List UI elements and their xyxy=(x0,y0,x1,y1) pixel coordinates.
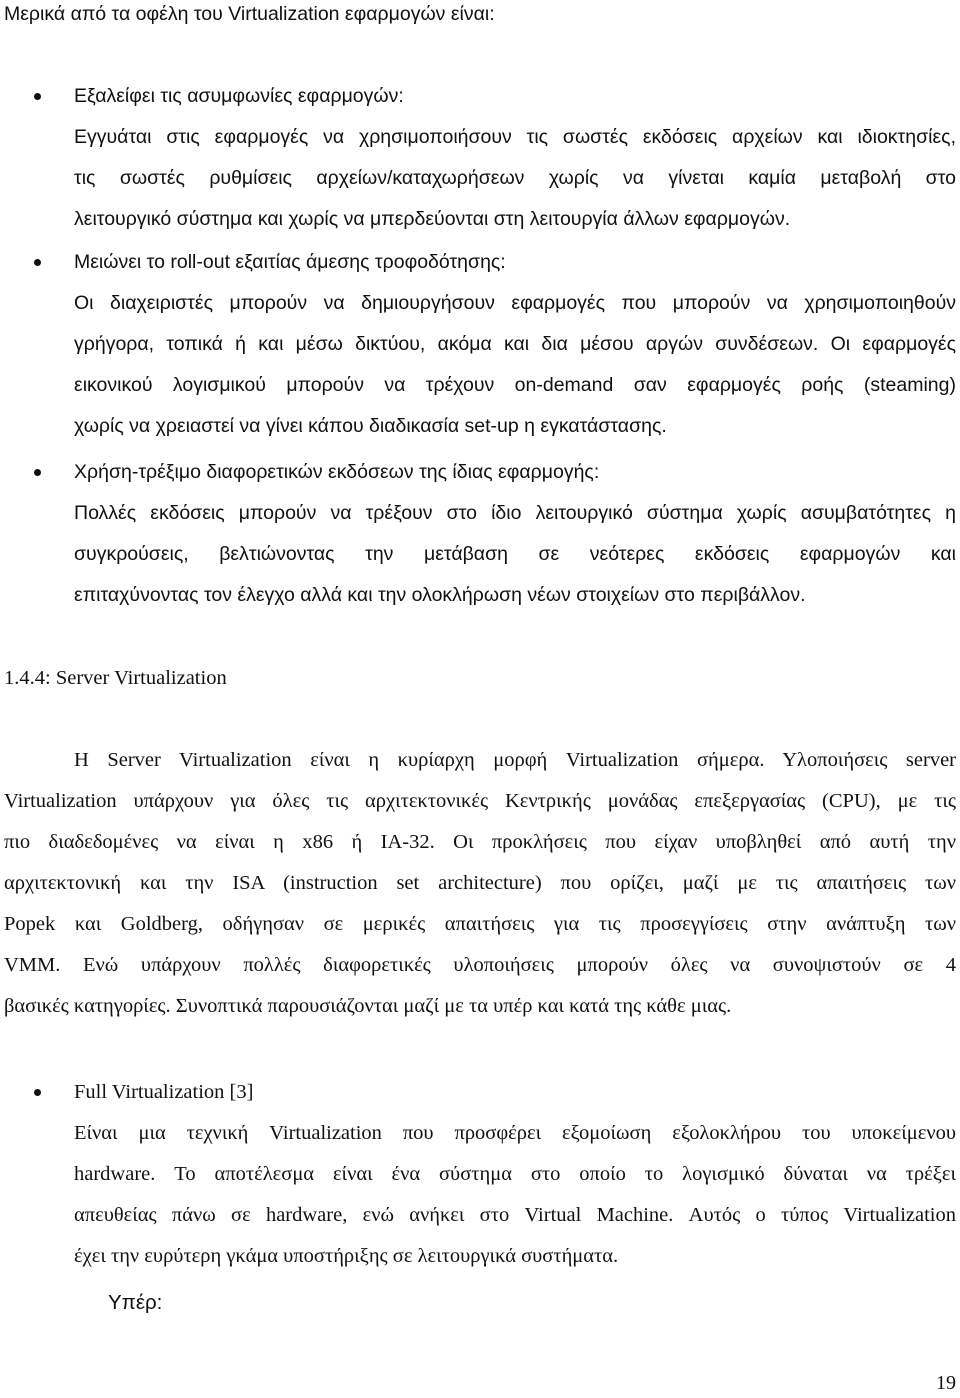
paragraph-line: βασικές κατηγορίες. Συνοπτικά παρουσιάζονται μαζί με τα υπέρ και κατά της κάθε μιας. xyxy=(4,995,732,1017)
bullet-title: Μειώνει το roll-out εξαιτίας άμεσης τροφοδότησης: xyxy=(74,251,506,273)
bullet-line: επιταχύνοντας τον έλεγχο αλλά και την ολοκλήρωση νέων στοιχείων στο περιβάλλον. xyxy=(74,584,806,606)
bullet-dot-icon xyxy=(34,469,41,476)
bullet-line: γρήγορα, τοπικά ή και μέσω δικτύου, ακόμα και δια μέσου αργών συνδέσεων. Οι εφαρμογές xyxy=(74,333,956,355)
intro-text: Μερικά από τα οφέλη του Virtualization εφαρμογών είναι: xyxy=(4,3,495,25)
bullet-line: έχει την ευρύτερη γκάμα υποστήριξης σε λειτουργικά συστήματα. xyxy=(74,1245,619,1267)
bullet-title: Εξαλείφει τις ασυμφωνίες εφαρμογών: xyxy=(74,85,404,107)
bullet-line: λειτουργικό σύστημα και χωρίς να μπερδεύονται στη λειτουργία άλλων εφαρμογών. xyxy=(74,208,791,230)
bullet-line: Εγγυάται στις εφαρμογές να χρησιμοποιήσουν τις σωστές εκδόσεις αρχείων και ιδιοκτησίες, xyxy=(74,126,956,148)
paragraph-line: Η Server Virtualization είναι η κυρίαρχη μορφή Virtualization σήμερα. Υλοποιήσεις server xyxy=(74,749,956,771)
bullet-line: hardware. Το αποτέλεσμα είναι ένα σύστημα στο οποίο το λογισμικό δύναται να τρέξει xyxy=(74,1163,956,1185)
bullet-line: Πολλές εκδόσεις μπορούν να τρέξουν στο ίδιο λειτουργικό σύστημα χωρίς ασυμβατότητες η xyxy=(74,502,956,524)
bullet-line: χωρίς να χρειαστεί να γίνει κάπου διαδικασία set-up η εγκατάστασης. xyxy=(74,415,667,437)
paragraph-line: πιο διαδεδομένες να είναι η x86 ή IA-32. Οι προκλήσεις που είχαν υποβληθεί από αυτή την xyxy=(4,831,956,853)
server-paragraph xyxy=(4,740,956,1027)
bullet-line: Οι διαχειριστές μπορούν να δημιουργήσουν εφαρμογές που μπορούν να χρησιμοποιηθούν xyxy=(74,292,956,314)
bullet-line: απευθείας πάνω σε hardware, ενώ ανήκει στο Virtual Machine. Αυτός ο τύπος Virtualization xyxy=(74,1204,956,1226)
bullet-line: τις σωστές ρυθμίσεις αρχείων/καταχωρήσεων χωρίς να γίνεται καμία μεταβολή στο xyxy=(74,167,956,189)
page-number: 19 xyxy=(936,1372,956,1394)
bullet-line: εικονικού λογισμικού μπορούν να τρέχουν on-demand σαν εφαρμογές ροής (steaming) xyxy=(74,374,956,396)
paragraph-line: αρχιτεκτονική και την ISA (instruction set architecture) που ορίζει, μαζί με τις απαιτήσεις των xyxy=(4,872,956,894)
bullet-dot-icon xyxy=(34,259,41,266)
paragraph-line: VMM. Ενώ υπάρχουν πολλές διαφορετικές υλοποιήσεις μπορούν όλες να συνοψιστούν σε 4 xyxy=(4,954,956,976)
bullet-dot-icon xyxy=(34,1089,41,1096)
bullet-title: Full Virtualization [3] xyxy=(74,1081,254,1103)
bullet-line: συγκρούσεις, βελτιώνοντας την μετάβαση σε νεότερες εκδόσεις εφαρμογών και xyxy=(74,543,956,565)
bullet-dot-icon xyxy=(34,93,41,100)
paragraph-line: Virtualization υπάρχουν για όλες τις αρχιτεκτονικές Κεντρικής μονάδας επεξεργασίας (CPU), με τις xyxy=(4,790,956,812)
section-heading: 1.4.4: Server Virtualization xyxy=(4,667,227,689)
bullet-line: Είναι μια τεχνική Virtualization που προσφέρει εξομοίωση εξολοκλήρου του υποκείμενου xyxy=(74,1122,956,1144)
paragraph-line: Popek και Goldberg, οδήγησαν σε μερικές απαιτήσεις για τις προσεγγίσεις στην ανάπτυξη των xyxy=(4,913,956,935)
bullet-title: Χρήση-τρέξιμο διαφορετικών εκδόσεων της ίδιας εφαρμογής: xyxy=(74,461,600,483)
pros-label: Υπέρ: xyxy=(108,1291,163,1314)
